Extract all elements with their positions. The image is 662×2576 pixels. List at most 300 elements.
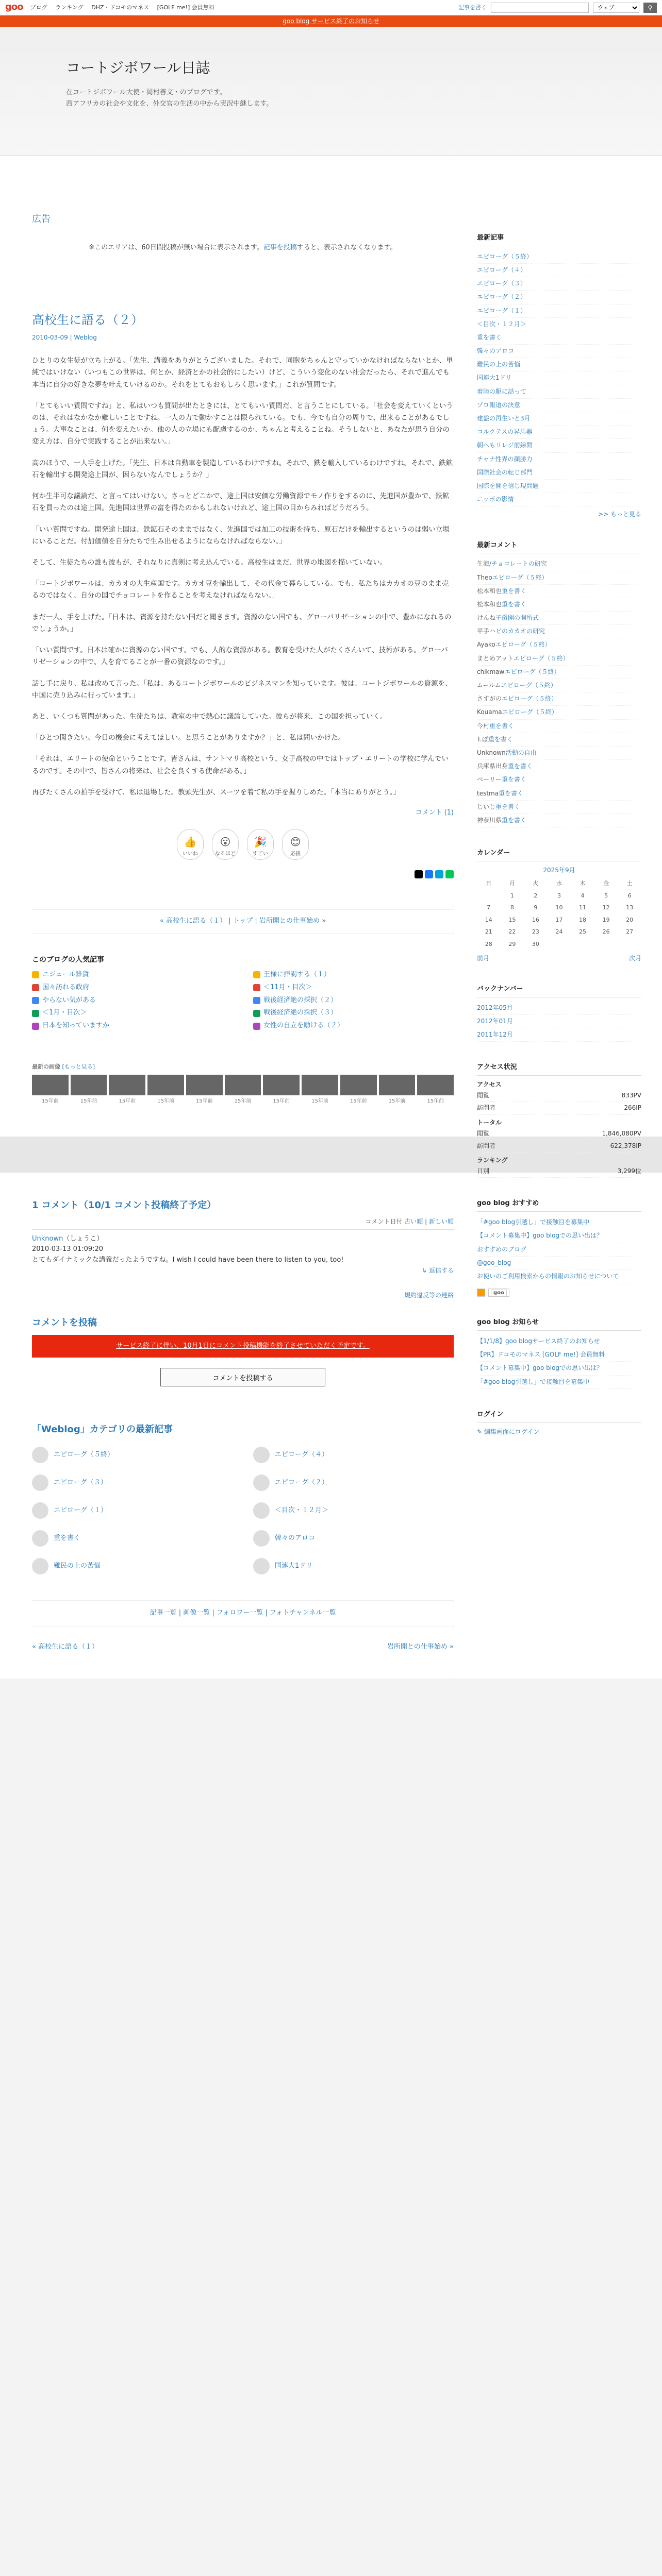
thumb-image (340, 1075, 377, 1095)
thumb-item[interactable] (147, 1075, 184, 1106)
calendar-day: 19 (602, 916, 610, 923)
category-item[interactable] (32, 1530, 233, 1547)
calendar-day: 22 (508, 928, 516, 936)
thumb-item[interactable] (32, 1075, 69, 1106)
recent-comment-post[interactable]: エピローグ（５終） (495, 641, 551, 649)
post-date[interactable]: 2010-03-09 (32, 333, 68, 341)
recent-comment-author: じいじ (477, 803, 496, 810)
recent-comment-post[interactable]: 重を書く (508, 762, 533, 770)
thumb-item[interactable] (417, 1075, 454, 1106)
category-thumb (32, 1502, 48, 1519)
report-link[interactable]: 規約違反等の連絡 (404, 1292, 454, 1299)
recent-post-item[interactable]: ＜目次・１２月＞ (477, 318, 641, 331)
recent-comment-author: chikmaw (477, 668, 505, 675)
category-latest-grid (32, 1447, 454, 1574)
recent-comment-item (477, 720, 641, 733)
post-paragraph: 何か生半可な議論だ、と言ってはいけない。さっとどこかで、途上国は安価な労働資源でモノ作りをするのに、先進国が豊かで、鉄鉱石を買ったのは途上国。先進国は世界の富を得たのかもしれないけれど、途上国の目からみればどうだろう。 (32, 492, 450, 513)
reaction-button[interactable] (177, 829, 204, 860)
calendar-day: 4 (581, 892, 585, 899)
recent-more-link[interactable]: >> もっと見る (598, 511, 641, 518)
category-item-label: エピローグ（５終） (54, 1450, 114, 1459)
recent-comment-item (477, 557, 641, 571)
category-item-label: エピローグ（４） (275, 1450, 329, 1459)
recent-comment-post[interactable]: /チョコレートの研究 (489, 560, 547, 568)
post-paragraph: 高のほうで、一人手を上げた。「先生、日本は自動車を製造しているわけですね。それで、鉄を輸入しているわけですね。それで、鉄鉱石を輸出する開発途上国が、困らないなんでしょうか？」 (32, 459, 453, 479)
calendar-day: 12 (602, 904, 610, 911)
calendar-day: 6 (627, 892, 632, 899)
recent-post-item[interactable]: チャナ性界の顔勝力 (477, 453, 641, 466)
rss-badges (477, 1289, 641, 1297)
recent-post-item[interactable]: エピローグ（１） (477, 304, 641, 318)
goo-rec-item[interactable]: @goo_blog (477, 1257, 641, 1270)
goo-rec-list (477, 1216, 641, 1283)
crown-icon (32, 1023, 39, 1030)
thumb-item[interactable] (186, 1075, 223, 1106)
goo-notice-item[interactable]: 【1/1/8】goo blogサービス終了のお知らせ (477, 1335, 641, 1348)
login-link[interactable] (477, 1427, 641, 1437)
backnumber-item[interactable]: 2011年12月 (477, 1028, 641, 1042)
calendar-week (477, 926, 641, 938)
category-item-label: 国連大1ドリ (275, 1562, 313, 1570)
recent-post-item[interactable]: 韓々のアロコ (477, 345, 641, 358)
crown-icon (253, 1010, 260, 1017)
calendar-day: 7 (487, 904, 491, 911)
thumbs-label: 最新の画像 (32, 1063, 60, 1071)
rss-icon[interactable] (477, 1289, 485, 1297)
post-paragraph: 「とてもいい質問ですね」と、私はいつも質問が出たときには、とてもいい質問だ、と言うことにしている。「社会を変えていくというのは、それはなかなか難しいことですね。一人の力で動かすことは限られている。でも、今でも自分の周りで、出来ることがあるでしょう。大事なことは、何を変えたいか。他の人の立場にも配慮するのか、ちゃんと考えることね。そうしないと、あなたが思う自分の変え方は、自分で実践することが出来ない。」 (32, 401, 453, 446)
recent-comment-item (477, 692, 641, 706)
calendar-day: 9 (534, 904, 538, 911)
post-paragraph: ひとりの女生徒が立ち上がる。「先生、講義をありがとうございました。それで、同胞をちゃんと守っていかなければならないとか、単純ではいけない（いつもこの世界は、何とか、経済とかの社会的にしたい）けど、こういう変化のない社会だったら、それで進んでも本当に自分の好きな夢を叶えていけるのか。それをとてもおもしろく思います。」これが質問です。 (32, 357, 453, 389)
recent-comment-post[interactable]: 活動の自由 (505, 749, 537, 756)
post-title[interactable]: 高校生に語る（２） (32, 312, 143, 327)
recent-comment-post[interactable]: 子爵開の開所式 (495, 614, 539, 622)
category-item-label: 難民の上の苦悩 (54, 1562, 101, 1570)
category-item[interactable] (32, 1502, 233, 1519)
thumb-image (225, 1075, 261, 1095)
reaction-emoji-icon: 👍 (184, 835, 197, 848)
thumb-date: 15年前 (273, 1098, 290, 1104)
site-header (0, 27, 662, 156)
recent-post-item[interactable]: ニッボの影情 (477, 493, 641, 506)
calendar-day: 14 (485, 916, 492, 923)
hatena-share-icon[interactable] (435, 870, 443, 878)
calendar-title: カレンダー (477, 848, 641, 861)
calendar-day: 30 (532, 941, 539, 948)
backnumber-item[interactable]: 2012年01月 (477, 1015, 641, 1028)
calendar-day: 18 (579, 916, 587, 923)
calendar-head-row (477, 877, 641, 890)
calendar-weekday: 金 (603, 880, 609, 887)
thumb-date: 15年前 (195, 1098, 213, 1104)
reaction-button[interactable] (282, 829, 309, 860)
thumb-date: 15年前 (157, 1098, 174, 1104)
recent-post-item[interactable]: エピローグ（３） (477, 277, 641, 291)
recent-comment-post[interactable]: 重を書く (489, 722, 515, 730)
recent-post-item[interactable]: 難民の上の苦悩 (477, 358, 641, 371)
recent-comment-item (477, 747, 641, 760)
total-visit-label: 訪問者 (477, 1142, 496, 1149)
goo-badge-logo: goo (491, 1290, 507, 1296)
calendar-weekday: 日 (486, 880, 492, 887)
calendar-day: 27 (626, 928, 634, 936)
facebook-share-icon[interactable] (425, 870, 433, 878)
total-view-value: 1,846,080PV (602, 1129, 641, 1137)
comment-reply-link[interactable] (32, 1266, 454, 1276)
calendar-next[interactable]: 次月 (628, 954, 641, 962)
goo-blog-badge[interactable] (488, 1289, 509, 1297)
category-item-label: エピローグ（２） (275, 1478, 329, 1486)
share-buttons (32, 870, 454, 878)
category-item[interactable] (253, 1475, 454, 1491)
recent-post-item[interactable]: 国連大1ドリ (477, 371, 641, 385)
recent-comment-post[interactable]: 重を書く (488, 735, 513, 743)
category-item[interactable] (32, 1475, 233, 1491)
category-thumb (253, 1447, 270, 1463)
recent-comment-post[interactable]: エピローグ（５終） (502, 695, 558, 703)
reaction-emoji-icon: 😮 (220, 835, 231, 848)
reply-icon: ↳ (422, 1267, 429, 1275)
calendar-day: 21 (485, 928, 492, 936)
sort-old[interactable]: 古い順 (404, 1218, 423, 1226)
goo-rec-item[interactable]: おすすめのブログ (477, 1243, 641, 1257)
thumb-item[interactable] (263, 1075, 300, 1106)
site-desc-line: 在コートジボワール大使・岡村善文・のブログです。 (66, 88, 226, 96)
thumb-date: 15年前 (119, 1098, 136, 1104)
recent-comment-author: 兵庫県出身 (477, 762, 508, 770)
recent-comment-author: まとめアット (477, 654, 514, 662)
nav-golf[interactable]: [GOLF me!] 会員無料 (157, 4, 214, 11)
category-item[interactable] (253, 1502, 454, 1519)
crown-icon (253, 997, 260, 1004)
recent-comment-item (477, 773, 641, 787)
search-input[interactable] (491, 3, 589, 13)
recent-post-item[interactable]: 朝へもリレジ前線開 (477, 439, 641, 452)
visit-label: 訪問者 (477, 1104, 496, 1112)
backnumber-item[interactable]: 2012年05月 (477, 1002, 641, 1015)
recent-post-item[interactable]: 国際を開を信じ現問題 (477, 480, 641, 493)
crown-icon (32, 1010, 39, 1017)
access-row (477, 1090, 641, 1102)
recent-comment-item (477, 706, 641, 719)
goo-rec-item[interactable]: 【コメント募集中】goo blogでの思い出は？ (477, 1229, 641, 1243)
calendar-day: 13 (626, 904, 634, 911)
recent-comment-post[interactable]: 重を書く (502, 587, 527, 595)
post-category[interactable]: Weblog (74, 333, 97, 341)
category-thumb (32, 1475, 48, 1491)
recent-comment-post[interactable]: 重を書く (499, 789, 524, 797)
calendar-day (548, 938, 571, 951)
calendar-day: 20 (626, 916, 634, 923)
thumb-item[interactable] (379, 1075, 416, 1106)
recent-comment-item (477, 652, 641, 666)
category-latest-heading: 「Weblog」カテゴリの最新記事 (32, 1424, 173, 1435)
calendar-week (477, 902, 641, 914)
goo-logo[interactable]: goo (5, 2, 23, 13)
category-thumb (253, 1475, 270, 1491)
post-paragraph: 「いい質問ですね。開発途上国は、鉄鉱石そのままではなく、先進国では加工の技術を持ち、原石だけを輸出するというのは弱い立場にいることだ。付加価値を自分たちで生み出せるようにならなければならない。」 (32, 525, 450, 546)
calendar-day (618, 938, 641, 951)
category-item[interactable] (253, 1530, 454, 1547)
footer-links[interactable]: 記事一覧 | 画像一覧 | フォロワー一覧 | フォトチャンネル一覧 (32, 1600, 454, 1626)
comment-end-notice (32, 1335, 454, 1358)
site-title[interactable]: コートジボワール日誌 (66, 59, 210, 76)
post-paragraph: 「それは、エリートの使命ということです。皆さんは、サントマリ高校という、女子高校の中ではトップ・エリートの学校に学んでいるのです。その中で、皆さんの将来は、社会を良くする使命がある。」 (32, 755, 449, 775)
calendar-day: 5 (604, 892, 608, 899)
recent-comment-item (477, 787, 641, 801)
category-thumb (32, 1447, 48, 1463)
calendar-day: 28 (485, 941, 492, 948)
category-item[interactable] (253, 1558, 454, 1574)
post-paragraph: そして、生徒たちの誰も彼もが、それなりに真剣に考え込んでいる。高校生はまだ、世界の地図を描いていない。 (32, 558, 387, 567)
popular-item[interactable] (32, 1021, 233, 1031)
page-body (0, 156, 662, 1679)
reaction-label: なるほど (215, 851, 236, 857)
popular-item-label: 戦後経済絶の採択（２） (263, 996, 338, 1004)
thumb-date: 15年前 (80, 1098, 97, 1104)
recent-comment-post[interactable]: 重を書く (502, 600, 527, 608)
reaction-emoji-icon: 😊 (290, 835, 301, 848)
recent-post-item[interactable]: エピローグ（２） (477, 291, 641, 304)
recent-post-item[interactable]: 重を書く (477, 331, 641, 345)
recent-comment-author: testma (477, 789, 499, 797)
recent-comment-item (477, 801, 641, 814)
global-topbar (0, 0, 662, 15)
category-thumb (253, 1558, 270, 1574)
post-paragraph: 「ひとつ聞きたい。今日の機会に考えてほしい。と思うことがありますか？」と、私は問いかけた。 (32, 734, 345, 742)
calendar-weekday: 木 (580, 880, 586, 887)
crown-icon (253, 984, 260, 991)
recent-comment-post[interactable]: エピローグ（５終） (501, 682, 557, 689)
calendar-day: 2 (534, 892, 538, 899)
calendar-day: 24 (555, 928, 563, 936)
goo-rec-title: goo blog おすすめ (477, 1198, 641, 1212)
category-item-label: エピローグ（１） (54, 1506, 108, 1514)
recent-comment-item (477, 666, 641, 679)
thumbs-more-link[interactable]: [もっと見る] (62, 1063, 95, 1071)
comments-sort: コメント日付 古い順 | 新しい順 (32, 1217, 454, 1229)
calendar-day: 29 (508, 941, 516, 948)
comment-author-line (32, 1234, 454, 1245)
reaction-buttons (32, 829, 454, 860)
post-paragraph: 話し手に戻り、私は改めて言った。「私は、あるコートジボワールのビジネスマンを知っています。彼は、コートジボワールの資源を、中国に売り込みに行っています。」 (32, 679, 452, 700)
post-paragraph: まだ一人、手を上げた。「日本は、資源を持たない国だと聞きます。資源のない国でも、グローバリゼーションの中で、豊かになれるのでしょうか。」 (32, 613, 452, 633)
goo-notice-title: goo blog お知らせ (477, 1317, 641, 1331)
popular-item-label: 日本を知っていますか (42, 1022, 110, 1030)
post-pager[interactable]: « 高校生に語る（１） | トップ | 岩所開との仕事始め » (32, 909, 454, 934)
goo-notice-item[interactable]: 「#goo blog引越し」で接触目を募集中 (477, 1376, 641, 1389)
category-item[interactable] (32, 1447, 233, 1463)
reaction-button[interactable] (212, 829, 239, 860)
recent-comment-author: ムールム (477, 682, 501, 689)
access-row (477, 1102, 641, 1114)
recent-comment-item (477, 814, 641, 827)
popular-item[interactable] (253, 1008, 454, 1019)
category-thumb (32, 1558, 48, 1574)
main-column (0, 156, 454, 1679)
footer-next-link[interactable]: 岩所開との仕事始め » (387, 1642, 454, 1651)
calendar-prev[interactable]: 前月 (477, 954, 490, 962)
goo-rec-item[interactable]: お使いのご利用検索からの情報のお知らせについて (477, 1270, 641, 1283)
thumb-image (109, 1075, 145, 1095)
recent-comment-item (477, 760, 641, 773)
comment-end-notice-link[interactable]: サービス終了に伴い、10月1日にコメント投稿機能を終了させていただく予定です。 (116, 1342, 370, 1350)
recent-post-item[interactable]: 着陸の駆に話って (477, 385, 641, 399)
view-value: 833PV (621, 1092, 641, 1099)
search-scope-select[interactable] (593, 3, 639, 13)
calendar-nav (477, 954, 641, 963)
goo-rec-item[interactable]: 「#goo blog引越し」で接触目を募集中 (477, 1216, 641, 1229)
recent-post-item[interactable]: 国際社会の転じ部門 (477, 466, 641, 480)
calendar-week (477, 890, 641, 902)
recent-comment-post[interactable]: エピローグ（５終） (492, 573, 548, 581)
sort-label: コメント日付 (365, 1218, 403, 1226)
calendar-day: 23 (532, 928, 539, 936)
comment-count-link[interactable]: コメント (1) (415, 809, 454, 817)
post-paragraph: 再びたくさんの拍手を受けて、私は退場した。教頭先生が、スーツを着て私の手を握りしめた。「本当にありがとう。」 (32, 788, 401, 796)
thumb-date: 15年前 (388, 1098, 406, 1104)
thumb-item[interactable] (340, 1075, 377, 1106)
comments-heading: 1 コメント（10/1 コメント投稿終了予定） (32, 1199, 217, 1211)
comment-author[interactable]: Unknown (32, 1234, 63, 1243)
calendar-week (477, 938, 641, 951)
nav-ranking[interactable]: ランキング (55, 4, 84, 11)
popular-item[interactable] (253, 970, 454, 980)
write-post-link[interactable]: 記事を書く (458, 4, 487, 11)
recent-posts-list (477, 250, 641, 507)
recent-comment-item (477, 598, 641, 612)
post-comment-button[interactable]: コメントを投稿する (160, 1368, 325, 1386)
total-visit-value: 622,378IP (610, 1142, 641, 1149)
thumb-item[interactable] (71, 1075, 107, 1106)
recent-comment-post[interactable]: 重を書く (502, 776, 527, 784)
calendar-day (477, 890, 501, 902)
sort-new[interactable]: 新しい順 (428, 1218, 454, 1226)
recent-comment-author: けんね (477, 614, 496, 622)
thumb-item[interactable] (302, 1075, 338, 1106)
search-button[interactable] (643, 3, 657, 13)
popular-item-label: ニジェール雑貨 (42, 971, 89, 979)
global-nav (30, 3, 221, 12)
popular-item[interactable] (32, 982, 233, 993)
nav-blog[interactable]: ブログ (30, 4, 47, 11)
calendar-day: 3 (557, 892, 561, 899)
category-thumb (32, 1530, 48, 1547)
line-share-icon[interactable] (445, 870, 454, 878)
crown-icon (32, 984, 39, 991)
popular-item[interactable] (32, 995, 233, 1006)
ad-heading: 広告 (32, 214, 51, 225)
rank-label: ランキング (477, 1157, 508, 1164)
recent-comment-author: Ayako (477, 641, 495, 649)
reaction-label: すごい (253, 851, 268, 857)
recent-post-item[interactable]: コルクテスの昇馬器 (477, 426, 641, 439)
popular-item[interactable] (32, 1008, 233, 1019)
recent-comment-author: Theo (477, 573, 492, 581)
comment-reply-label: 返信する (428, 1267, 454, 1275)
recent-post-item[interactable]: エピローグ（４） (477, 264, 641, 277)
category-item[interactable] (32, 1558, 233, 1574)
access-row (477, 1140, 641, 1153)
service-notice-link[interactable]: goo blog サービス終了のお知らせ (283, 18, 379, 25)
thumb-image (302, 1075, 338, 1095)
comment-author-suffix: （しょうこ） (63, 1234, 104, 1243)
category-item[interactable] (253, 1447, 454, 1463)
ad-note-post-link[interactable]: 記事を投稿 (263, 243, 297, 251)
recent-comment-author: Unknown (477, 749, 506, 756)
access-row (477, 1165, 641, 1178)
recent-comment-author: 松本和也 (477, 587, 502, 595)
thumb-item[interactable] (109, 1075, 145, 1106)
category-thumb (253, 1530, 270, 1547)
calendar-day: 10 (555, 904, 563, 911)
access-title: アクセス状況 (477, 1062, 641, 1076)
category-item-label: エピローグ（３） (54, 1478, 108, 1486)
calendar-day: 16 (532, 916, 539, 923)
recent-comment-post[interactable]: ハピのカカオの研究 (489, 628, 545, 635)
thumb-image (71, 1075, 107, 1095)
popular-item[interactable] (253, 1021, 454, 1031)
recent-comment-author: さすがの (477, 695, 502, 703)
footer-prev-link[interactable]: « 高校生に語る（１） (32, 1642, 99, 1651)
goo-notice-item[interactable]: 【コメント募集中】goo blogでの思い出は？ (477, 1362, 641, 1375)
calendar-day: 17 (555, 916, 563, 923)
recent-comment-author: T.ぼ (477, 735, 488, 743)
popular-list (32, 970, 454, 1031)
popular-item-label: ＜11月・目次＞ (263, 983, 312, 991)
calendar-weekday: 火 (533, 880, 539, 887)
recent-post-item[interactable]: エピローグ（５終） (477, 250, 641, 264)
calendar-day (571, 938, 594, 951)
edit-icon: ✎ (477, 1428, 484, 1435)
thumb-image (379, 1075, 416, 1095)
thumb-item[interactable] (225, 1075, 261, 1106)
thumb-image (417, 1075, 454, 1095)
recent-comment-post[interactable]: 重を書く (495, 803, 521, 810)
recent-comment-post[interactable]: 重を書く (502, 816, 527, 824)
popular-item[interactable] (253, 995, 454, 1006)
recent-comment-post[interactable]: エピローグ（５終） (502, 708, 558, 716)
recent-comment-post[interactable]: エピローグ（５終） (504, 668, 560, 675)
access-stats (477, 1080, 641, 1178)
reaction-emoji-icon: 🎉 (254, 835, 267, 848)
category-item-label: ＜目次・１２月＞ (275, 1506, 329, 1514)
recent-comment-item (477, 679, 641, 692)
popular-item-label: 国々訪れる政府 (42, 983, 90, 991)
reaction-button[interactable] (247, 829, 274, 860)
goo-notice-item[interactable]: 【PR】ドコモのマネス [GOLF me!] 会員無料 (477, 1348, 641, 1362)
popular-item[interactable] (32, 970, 233, 980)
thumb-date: 15年前 (234, 1098, 252, 1104)
thumb-image (147, 1075, 184, 1095)
thumb-date: 15年前 (350, 1098, 367, 1104)
nav-dhz[interactable]: DHZ・ドコモのマネス (91, 4, 150, 11)
post-body (32, 355, 454, 799)
recent-comments-list (477, 557, 641, 827)
recent-comments-title: 最新コメント (477, 540, 641, 554)
thumb-date: 15年前 (311, 1098, 328, 1104)
recent-post-item[interactable]: ゾロ報道の決意 (477, 399, 641, 412)
calendar-day: 15 (508, 916, 516, 923)
site-desc-line: 西アフリカの社会や文化を、外交官の生活の中から実況中継します。 (66, 99, 273, 108)
x-share-icon[interactable] (415, 870, 423, 878)
recent-comment-post[interactable]: エピローグ（５終） (513, 654, 569, 662)
thumb-image (32, 1075, 69, 1095)
popular-item[interactable] (253, 982, 454, 993)
recent-post-item[interactable]: 建盤の再生いと3月 (477, 412, 641, 426)
calendar-month: 2025年9月 (543, 866, 575, 874)
thumb-date: 15年前 (427, 1098, 444, 1104)
